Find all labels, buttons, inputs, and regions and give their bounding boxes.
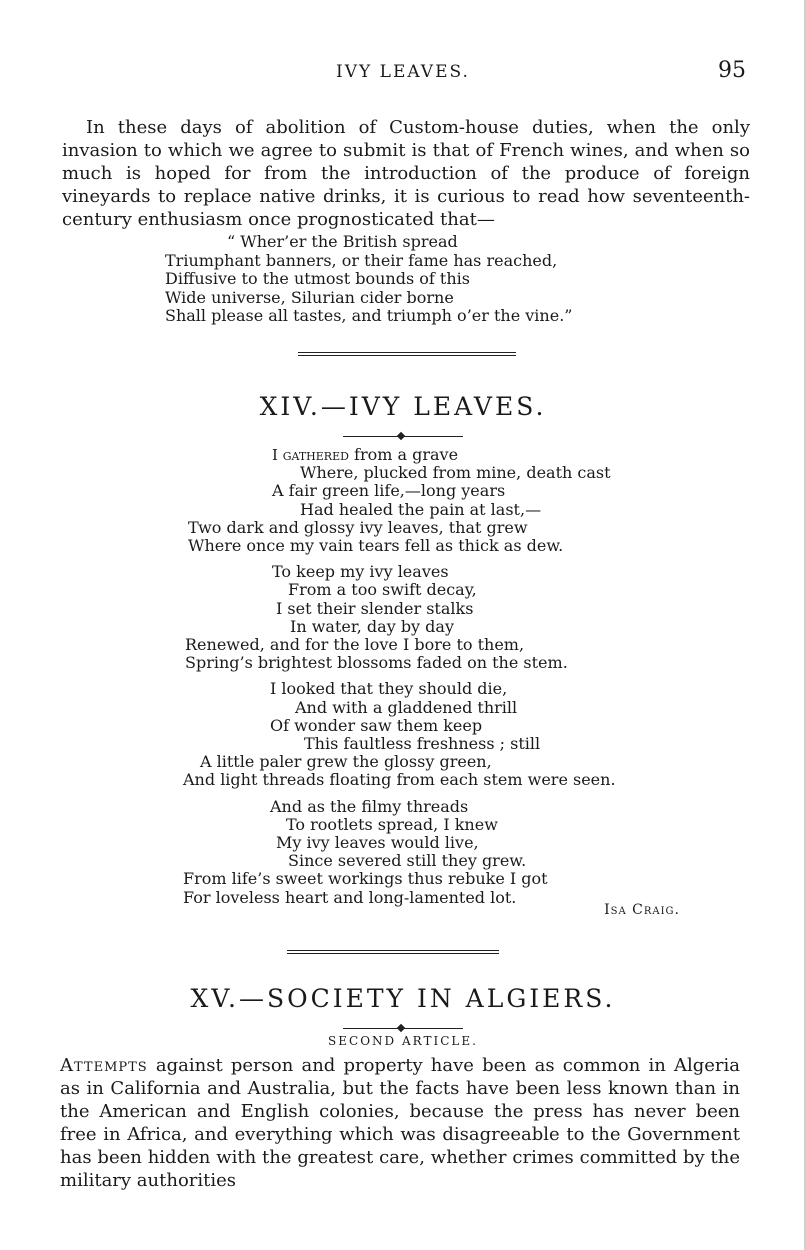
poem-line: To rootlets spread, I knew — [286, 814, 498, 834]
poem-line: To keep my ivy leaves — [272, 562, 449, 582]
running-title: IVY LEAVES. — [336, 62, 470, 82]
poem-line: Two dark and glossy ivy leaves, that grew — [188, 517, 528, 537]
section-xv-title: XV.—SOCIETY IN ALGIERS. — [190, 984, 616, 1013]
quote-line: “ Wher’er the British spread — [227, 232, 458, 251]
poem-author: Isa Craig. — [604, 902, 680, 918]
article-text: against person and property have been as common in Algeria as in California and Australia, but the facts have been less known than in the American and English colonies, because the press has never been free in Africa, and everything which was disagreeable to the Government has been hidden with the greatest care, whether crimes committed by the military authorities — [60, 1055, 740, 1191]
poem-line: Of wonder saw them keep — [270, 715, 483, 735]
poem-line: This faultless freshness ; still — [304, 734, 541, 754]
stanza — [180, 446, 720, 555]
section-divider — [287, 950, 499, 954]
poem-line: A little paler grew the glossy green, — [200, 752, 492, 772]
stanza — [180, 680, 720, 789]
poem-line: Renewed, and for the love I bore to them, — [185, 635, 525, 655]
section-xiv-title: XIV.—IVY LEAVES. — [259, 392, 547, 421]
poem-line: In water, day by day — [290, 616, 454, 636]
intro-paragraph — [62, 116, 750, 231]
poem-line: I looked that they should die, — [270, 679, 508, 699]
verse-quotation — [165, 233, 685, 326]
article-paragraph — [60, 1054, 740, 1192]
poem-line: Had healed the pain at last,— — [300, 499, 542, 519]
article-subtitle: SECOND ARTICLE. — [328, 1034, 478, 1048]
intro-text: In these days of abolition of Custom-house duties, when the only invasion to which we agree to submit is that of French wines, and when so much is hoped for from the introduction of the produce of foreign vineyards to replace native drinks, it is curious to read how seventeenth-century enthusiasm once prognosticated that— — [62, 117, 750, 230]
poem-line: For loveless heart and long-lamented lot. — [183, 887, 517, 907]
poem-line: And with a gladdened thrill — [295, 697, 518, 717]
poem-line: My ivy leaves would live, — [276, 833, 479, 853]
page-number: 95 — [718, 58, 746, 83]
title-ornament — [0, 426, 806, 445]
poem-line: Where, plucked from mine, death cast — [300, 463, 611, 483]
poem-line: from a grave — [354, 445, 459, 464]
poem-first-word: I gathered — [272, 446, 349, 464]
poem-line: And as the filmy threads — [270, 796, 469, 816]
quote-line: Triumphant banners, or their fame has reached, — [165, 250, 558, 270]
poem-line: A fair green life,—long years — [272, 481, 506, 501]
poem-line: Spring’s brightest blossoms faded on the stem. — [185, 653, 568, 673]
section-divider — [298, 352, 516, 356]
poem-line: Since severed still they grew. — [288, 851, 527, 871]
poem-line: I set their slender stalks — [276, 598, 474, 618]
poem-line: From life’s sweet workings thus rebuke I got — [183, 869, 548, 889]
poem — [180, 446, 720, 915]
stanza — [180, 563, 720, 672]
poem-line: And light threads floating from each stem were seen. — [183, 770, 616, 790]
article-body — [60, 1054, 740, 1192]
poem-line: From a too swift decay, — [288, 580, 477, 600]
poem-line: Where once my vain tears fell as thick as dew. — [188, 536, 564, 556]
stanza — [180, 798, 720, 907]
quote-line: Wide universe, Silurian cider borne — [165, 287, 454, 307]
lead-word: Attempts — [60, 1055, 148, 1076]
quote-line: Diffusive to the utmost bounds of this — [165, 269, 470, 288]
quote-line: Shall please all tastes, and triumph o’er the vine.” — [165, 306, 573, 325]
